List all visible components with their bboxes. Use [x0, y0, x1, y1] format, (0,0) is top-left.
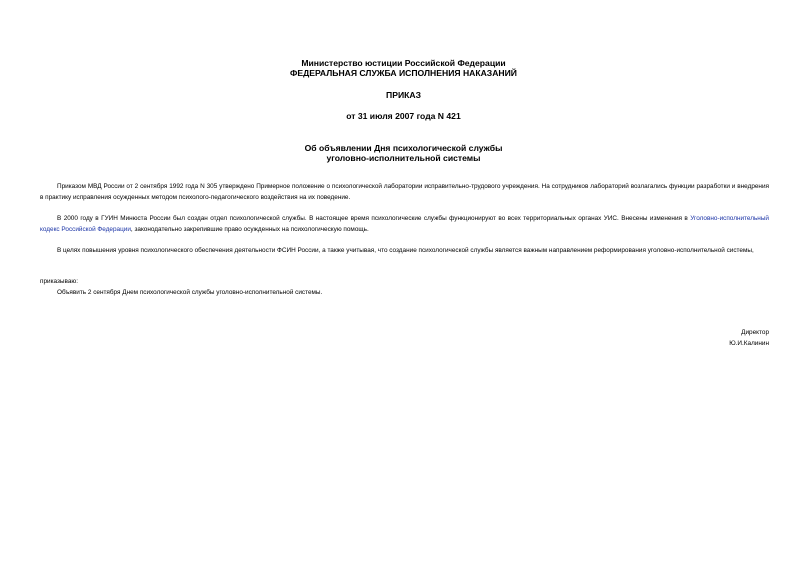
ministry-name: Министерство юстиции Российской Федерации	[301, 58, 506, 68]
paragraph-2-text-end: , законодательно закрепившие право осужденных на психологическую помощь.	[130, 226, 369, 233]
service-name: ФЕДЕРАЛЬНАЯ СЛУЖБА ИСПОЛНЕНИЯ НАКАЗАНИЙ	[290, 68, 517, 78]
order-item: Объявить 2 сентября Днем психологической службы уголовно-исполнительной системы.	[57, 289, 323, 296]
criminal-executive-code-link[interactable]: Уголовно-исполнительный кодекс Российской Федерации	[40, 215, 769, 233]
paragraph-2-text-start: В 2000 году в ГУИН Минюста России был создан отдел психологической службы. В настоящее время психологические службы функционируют во всех территориальных органах УИС. Внесены изменения в	[57, 215, 691, 222]
order-word: приказываю:	[40, 278, 78, 285]
paragraph-2	[40, 213, 769, 235]
document-date-number: от 31 июля 2007 года N 421	[346, 111, 461, 121]
signature-position: Директор	[741, 329, 769, 336]
document-title-line-2: уголовно-исполнительной системы	[326, 153, 481, 163]
document-type: ПРИКАЗ	[386, 90, 421, 100]
paragraph-3: В целях повышения уровня психологического обеспечения деятельности ФСИН России, а также учитывая, что создание психологической службы является важным направлением реформирования уголовно-исполнительной системы,	[57, 247, 754, 254]
paragraph-1: Приказом МВД России от 2 сентября 1992 года N 305 утверждено Примерное положение о психологической лаборатории исправительно-трудового учреждения. На сотрудников лабораторий возлагались функции разработки и внедрения в практику исправления осужденных методом психолого-педагогического воздействия на их поведение.	[40, 183, 769, 201]
signature-name: Ю.И.Калинин	[729, 340, 769, 347]
document-title-line-1: Об объявлении Дня психологической службы	[304, 143, 503, 153]
